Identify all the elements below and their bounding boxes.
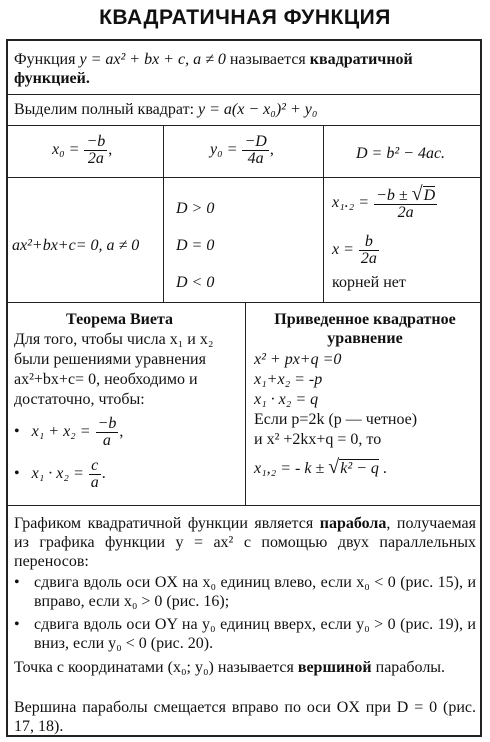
y0-formula: y₀ = $\frac{-D}{4a}$ , [210, 133, 274, 167]
quadratic-equation: ax²+bx+c= 0, a ≠ 0 [12, 237, 140, 254]
reduced-root: x₁,₂ = - k ± √k² − q . [254, 456, 387, 478]
bullet-icon: • [14, 465, 20, 483]
page-title: КВАДРАТИЧНАЯ ФУНКЦИЯ [99, 6, 391, 29]
vieta-heading: Теорема Виета [66, 311, 173, 328]
definition-formula: y = ax² + bx + c, a ≠ 0 [79, 51, 226, 68]
graph-bullet-2: • сдвига вдоль оси OY на y₀ единиц вверх, если y₀ > 0 (рис. 19), и вниз, если y₀ < 0 (рис. 20). [14, 616, 476, 652]
reduced-line: x₁+x₂ = -p [254, 371, 323, 388]
vieta-line: достаточно, чтобы: [14, 391, 145, 408]
reduced-heading: Приведенное квадратное уравнение [274, 311, 456, 347]
reduced-line: x₁ · x₂ = q [254, 391, 319, 408]
vertex-paragraph: Точка с координатами (x₀; y₀) называется вершиной параболы. [14, 659, 446, 676]
case-negative: D < 0 [176, 274, 215, 291]
vieta-line: были решениями уравнения [14, 351, 206, 368]
bullet-icon: • [14, 423, 20, 441]
divider [6, 505, 482, 506]
bullet-icon: • [14, 574, 20, 591]
vieta-product: • x₁ · x₂ = $\frac{c}{a}$ . [14, 457, 106, 491]
divider [323, 125, 324, 302]
graph-paragraph: Графиком квадратичной функции является парабола, получаемая из графика функции y = ax² с помощью двух параллельных переносов: [14, 515, 476, 570]
roots-one: x = $\frac{b}{2a}$ [332, 233, 377, 267]
vieta-sum: • x₁ + x₂ = $\frac{-b}{a}$ , [14, 415, 124, 449]
divider [6, 94, 482, 95]
x0-formula: x₀ = $\frac{-b}{2a}$ , [52, 133, 113, 167]
bullet-icon: • [14, 616, 20, 633]
vieta-line: Для того, чтобы числа x₁ и x₂ [14, 331, 214, 348]
reduced-line: и x² +2kx+q = 0, то [254, 431, 382, 448]
shift-paragraph: Вершина параболы смещается вправо по оси OX при D = 0 (рис. 17, 18). [14, 699, 476, 735]
roots-two: x₁.₂ = $\frac{-b \pm √D}{2a}$ [332, 183, 436, 221]
divider [163, 125, 164, 302]
vieta-line: ax²+bx+c= 0, необходимо и [14, 371, 198, 388]
definition-line1: Функция y = ax² + bx + c, a ≠ 0 называется квадратичной [14, 51, 413, 68]
reduced-line: Если p=2k (p — четное) [254, 411, 418, 428]
case-positive: D > 0 [176, 200, 215, 217]
roots-none: корней нет [332, 274, 406, 291]
complete-square: Выделим полный квадрат: y = a(x − x₀)² + y₀ [14, 101, 318, 118]
definition-line2: функцией. [14, 70, 90, 87]
case-zero: D = 0 [176, 237, 215, 254]
reduced-line: x² + px+q =0 [254, 351, 342, 368]
graph-bullet-1: • сдвига вдоль оси OX на x₀ единиц влево, если x₀ < 0 (рис. 15), и вправо, если x₀ > 0 (рис. 16); [14, 574, 476, 610]
discriminant-formula: D = b² − 4ac. [356, 145, 446, 162]
divider [6, 302, 482, 303]
divider [245, 302, 246, 505]
divider [6, 177, 482, 178]
divider [6, 125, 482, 126]
